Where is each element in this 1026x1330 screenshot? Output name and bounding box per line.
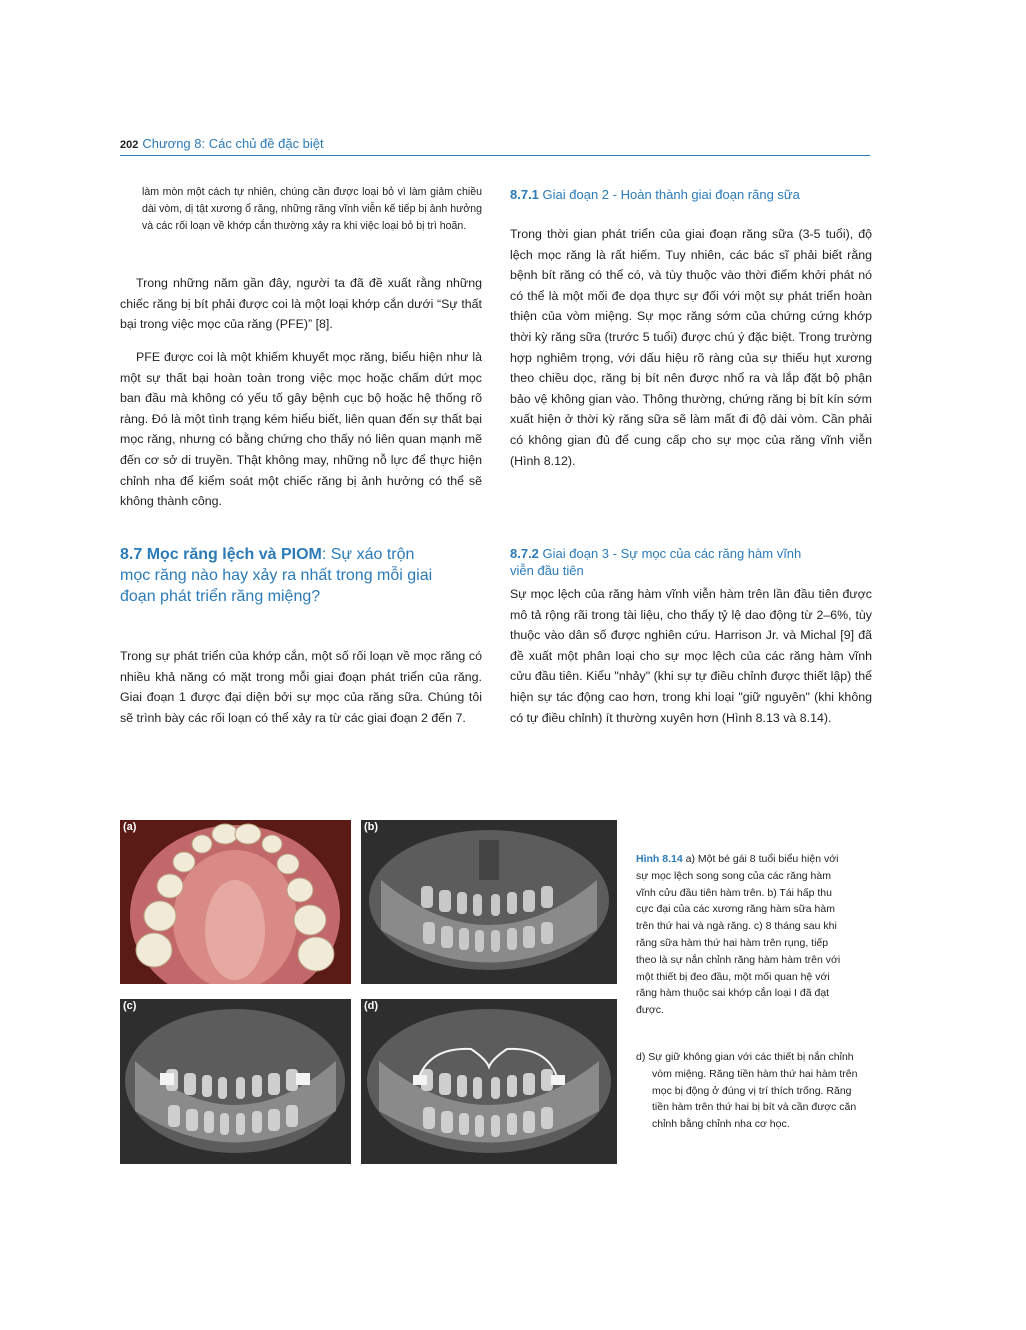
continued-paragraph: làm mòn một cách tự nhiên, chúng cần được loại bỏ vì làm giảm chiều dài vòm, dị tật xương ổ răng, những răng vĩnh viễn kế tiếp bị ảnh hưởng và các rối loạn về khớp cắn thường xảy ra khi việc loại bỏ bị trì hoãn. [142,186,482,232]
paragraph-pfe-definition: PFE được coi là một khiếm khuyết mọc răng, biểu hiện như là một sự thất bại hoàn toàn trong việc mọc hoặc chấm dứt mọc ban đầu mà không có yếu tố gây bệnh cục bộ hoặc hệ thống rõ ràng. Đó là một tình trạng kém hiểu biết, liên quan đến sự thất bại mọc răng, nhưng có bằng chứng cho thấy nó liên quan mạnh mẽ đến cơ sở di truyền. Thật không may, những nỗ lực để thực hiện chỉnh nha để kiểm soát một chiếc răng bị ảnh hưởng có thể sẽ không thành công. [120,350,482,509]
subsection-heading-8-7-2 [510,545,810,579]
figure-label-c: (c) [123,1000,137,1012]
page-number: 202 [120,139,139,151]
subsection-number: 8.7.2 [510,546,539,561]
figure-caption-text: a) Một bé gái 8 tuổi biểu hiện với sự mọc lệch song song của các răng hàm vĩnh cửu đầu tiên hàm trên. b) Tái hấp thu cực đại của các xương răng hàm sữa hàm trên thứ hai và ngà răng. c) 8 tháng sau khi răng sữa hàm thứ hai hàm trên rụng, tiếp theo là sự nắn chỉnh răng hàm hàm trên với một thiết bị đeo đầu, một mối quan hệ với răng hàm thuộc sai khớp cắn loại I đã đạt được. [636,853,841,1017]
panoramic-xray-illustration [361,820,617,984]
paragraph-stage-3: Sự mọc lệch của răng hàm vĩnh viễn hàm trên lần đầu tiên được mô tả rộng rãi trong tài liệu, cho thấy tỷ lệ dao động từ 2–6%, tùy thuộc vào dân số được nghiên cứu. Harrison Jr. và Michal [9] đã đề xuất một phân loại cho sự mọc lệch của các răng hàm vĩnh cửu đầu tiên. Kiểu "nhảy" (khi sự tự điều chỉnh được thiết lập) thể hiện sự tác động cao hơn, trong khi loại "giữ nguyên" (khi không có tự điều chỉnh) ít thường xuyên hơn (Hình 8.13 và 8.14). [510,587,872,725]
figure-panel-d-panoramic-xray [361,999,617,1164]
section-heading-8-7 [120,544,440,607]
section-title-bold: Mọc răng lệch và PIOM [146,546,322,563]
figure-label-b: (b) [364,821,379,833]
section-number: 8.7 [120,546,143,563]
figure-label-d: (d) [364,1000,379,1012]
panoramic-xray-illustration [361,999,617,1164]
subsection-title: Giai đoạn 2 - Hoàn thành giai đoạn răng sữa [542,187,800,202]
figure-label-a: (a) [123,821,137,833]
figure-caption-label: Hình 8.14 [636,853,683,865]
section-title-rest: : Sự xáo trộn mọc răng nào hay xảy ra nhất trong mỗi giai đoạn phát triển răng miệng? [120,546,433,605]
paragraph-pfe-intro: Trong những năm gần đây, người ta đã đề xuất rằng những chiếc răng bị bít phải được coi là một loại khớp cắn dưới “Sự thất bại trong việc mọc của răng (PFE)” [8]. [120,276,482,332]
figure-caption [636,851,846,1019]
figure-caption-d: d) Sự giữ không gian với các thiết bị nắn chỉnh vòm miệng. Răng tiền hàm thứ hai hàm trên mọc bị động ở đúng vị trí thích trống. Răng tiền hàm trên thứ hai bị bít và cần được căn chỉnh bằng chỉnh nha cơ học. [636,1051,858,1131]
figure-panel-b-panoramic-xray [361,820,617,984]
figure-panel-a-intraoral-photo [120,820,351,984]
subsection-title: Giai đoạn 3 - Sự mọc của các răng hàm vĩnh viễn đầu tiên [510,546,802,578]
panoramic-xray-illustration [120,999,351,1164]
subsection-number: 8.7.1 [510,187,539,202]
chapter-title: Chương 8: Các chủ đề đặc biệt [142,136,324,151]
subsection-heading-8-7-1 [510,186,872,203]
figure-panel-c-panoramic-xray [120,999,351,1164]
palate-photo-illustration [120,820,351,984]
running-header [120,136,870,151]
paragraph-stage-2: Trong thời gian phát triển của giai đoạn răng sữa (3-5 tuổi), độ lệch mọc răng là rất hiếm. Tuy nhiên, các bác sĩ phải biết rằng bệnh bít răng có thể có, và tùy thuộc vào thời điểm khởi phát nó có thể là một mối đe dọa thực sự đối với một sự phát triển hoàn thiện của vòm miệng. Sự mọc răng sớm của chứng cứng khớp thời kỳ răng sữa (trước 5 tuổi) được chú ý đặc biệt. Trong trường hợp nghiêm trọng, với dấu hiệu rõ ràng của sự thiếu hụt xương theo chiều dọc, răng bị bít nên được nhổ ra và lắp đặt bộ phận bảo vệ không gian vào. Thông thường, chứng răng bị bít kín sớm xuất hiện ở thời kỳ răng sữa sẽ làm mất đi độ dài vòm. Cần phải có không gian đủ để cung cấp cho sự mọc của răng vĩnh viễn (Hình 8.12). [510,227,872,468]
header-rule [120,155,870,156]
paragraph-section-intro: Trong sự phát triển của khớp cắn, một số rối loạn về mọc răng có nhiều khả năng có mặt trong mỗi giai đoạn phát triển của răng. Giai đoạn 1 được đại diện bởi sự mọc của răng sữa. Chúng tôi sẽ trình bày các rối loạn có thể xảy ra từ các giai đoạn 2 đến 7. [120,649,482,725]
